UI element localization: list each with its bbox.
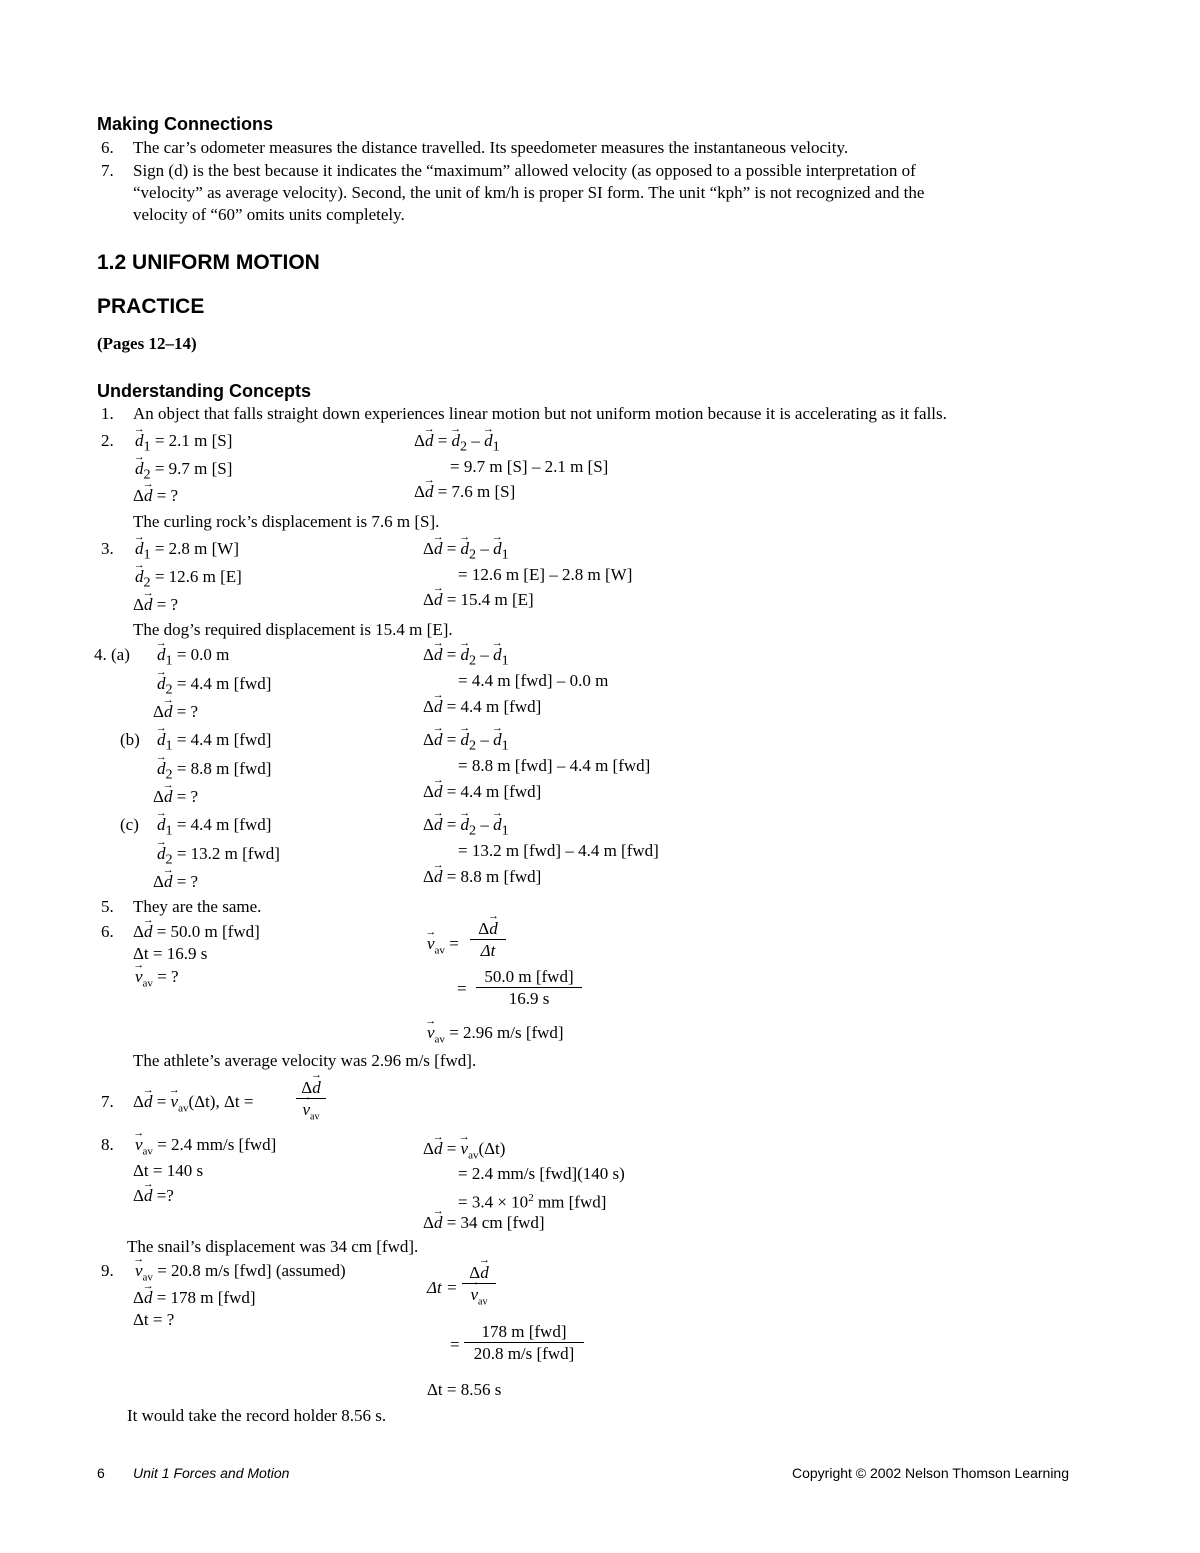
q8-solution-1: Δ→ d = → $v_{av}(\Delta t)$ (423, 1138, 505, 1166)
q8-number: 8. (101, 1135, 114, 1154)
q4c-solution-1: Δ→ d = → $d_2$ – → $d_1$ (423, 814, 509, 841)
q9-formula-fraction: Δ→ d → $v_{av}$ (462, 1262, 496, 1312)
q8-given-2: Δt = 140 s (133, 1161, 204, 1180)
q4a-label: 4. (a) (94, 645, 130, 664)
q4a-solution-3: Δ→ d = 4.4 m [fwd] (423, 696, 541, 718)
q4c-given-3: Δ→ d = ? (153, 871, 198, 893)
mc-q7-number: 7. (101, 161, 114, 180)
q4b-solution-1: Δ→ d = → $d_2$ – → $d_1$ (423, 729, 509, 756)
q4a-given-2: → $d_2 = 4.4$ m [fwd] (157, 673, 271, 700)
mc-q7-line2: “velocity” as average velocity). Second, the unit of km/h is proper SI form. The unit “kph” is not recognized and the (133, 183, 925, 202)
q6-given-3: → $v_{av}$ = ? (135, 966, 179, 994)
q9-conclusion: It would take the record holder 8.56 s. (127, 1406, 387, 1425)
q6-result: → $v_{av} = 2.96$ m/s [fwd] (427, 1022, 564, 1050)
q4a-solution-2: = 4.4 m [fwd] – 0.0 m (458, 671, 609, 690)
q9-given-1: → $v_{av} = 20.8$ m/s [fwd] (assumed) (135, 1260, 346, 1288)
q4a-given-1: → $d_1 = 0.0$ m (157, 644, 229, 671)
q9-equals: = (450, 1335, 460, 1354)
mc-q7-line3: velocity of “60” omits units completely. (133, 205, 405, 224)
q6-substitution-numerator: 50.0 m [fwd] (476, 966, 582, 988)
q1-number: 1. (101, 404, 114, 423)
q8-solution-2: = 2.4 mm/s [fwd](140 s) (458, 1164, 625, 1183)
q2-number: 2. (101, 431, 114, 450)
q5-number: 5. (101, 897, 114, 916)
q2-solution-1: Δ→ d = → $d_2$ – → $d_1$ (414, 430, 500, 457)
q9-given-2: Δ→ d = 178 m [fwd] (133, 1287, 256, 1309)
footer-unit-title: Unit 1 Forces and Motion (133, 1465, 290, 1481)
q8-solution-3: = $3.4 \times 10^2$ mm [fwd] (458, 1192, 607, 1212)
q7-fraction: Δ→ d → $v_{av}$ (296, 1077, 326, 1127)
q2-given-1: → $d_1 = 2.1$ m [S] (135, 430, 232, 457)
q4b-solution-3: Δ→ d = 4.4 m [fwd] (423, 781, 541, 803)
q9-substitution-fraction (464, 1321, 584, 1364)
q4c-given-2: → $d_2 = 13.2$ m [fwd] (157, 843, 280, 870)
q4b-solution-2: = 8.8 m [fwd] – 4.4 m [fwd] (458, 756, 651, 775)
q8-conclusion: The snail’s displacement was 34 cm [fwd]. (127, 1237, 419, 1256)
footer-page-number: 6 (97, 1465, 105, 1481)
q2-solution-3: Δ→ d = 7.6 m [S] (414, 481, 515, 503)
q9-given-3: Δt = ? (133, 1310, 175, 1329)
q6-formula-fraction: $\frac{\Delta\to d}{\Delta t}$ (470, 918, 506, 961)
q9-result: Δt = 8.56 s (427, 1380, 502, 1399)
q6-conclusion: The athlete’s average velocity was 2.96 m/s [fwd]. (133, 1051, 477, 1070)
q4b-given-3: Δ→ d = ? (153, 786, 198, 808)
q6-number: 6. (101, 922, 114, 941)
q4b-label: (b) (120, 730, 140, 749)
q3-number: 3. (101, 539, 114, 558)
q6-formula-lhs: → $v_{av}$ = (427, 933, 459, 961)
q9-substitution-numerator: 178 m [fwd] (464, 1321, 584, 1343)
q3-given-3: Δ→ d = ? (133, 594, 178, 616)
pages-reference: (Pages 12–14) (97, 334, 197, 353)
q4a-given-3: Δ→ d = ? (153, 701, 198, 723)
q6-given-2: Δt = 16.9 s (133, 944, 208, 963)
q9-formula-lhs: Δt = (427, 1278, 458, 1297)
q4a-solution-1: Δ→ d = → $d_2$ – → $d_1$ (423, 644, 509, 671)
q2-given-3: Δ→ d = ? (133, 485, 178, 507)
q3-given-1: → $d_1 = 2.8$ m [W] (135, 538, 239, 565)
q5-text: They are the same. (133, 897, 262, 916)
understanding-concepts-heading: Understanding Concepts (97, 381, 312, 401)
q1-text: An object that falls straight down experiences linear motion but not uniform motion because it is accelerating as it falls. (133, 404, 947, 423)
q7-number: 7. (101, 1092, 114, 1111)
q2-solution-2: = 9.7 m [S] – 2.1 m [S] (450, 457, 609, 476)
q3-conclusion: The dog’s required displacement is 15.4 m [E]. (133, 620, 453, 639)
q4c-solution-3: Δ→ d = 8.8 m [fwd] (423, 866, 541, 888)
q3-solution-2: = 12.6 m [E] – 2.8 m [W] (458, 565, 633, 584)
q6-equals: = (457, 979, 467, 998)
q2-conclusion: The curling rock’s displacement is 7.6 m [S]. (133, 512, 440, 531)
q4c-label: (c) (120, 815, 139, 834)
q6-substitution-denominator: 16.9 s (508, 989, 550, 1008)
q4c-given-1: → $d_1 = 4.4$ m [fwd] (157, 814, 271, 841)
mc-q6-text: The car’s odometer measures the distance travelled. Its speedometer measures the instantaneous velocity. (133, 138, 849, 157)
mc-q7-line1: Sign (d) is the best because it indicates the “maximum” allowed velocity (as opposed to a possible interpretation of (133, 161, 916, 180)
q3-solution-1: Δ→ d = → $d_2$ – → $d_1$ (423, 538, 509, 565)
section-title: 1.2 UNIFORM MOTION (97, 251, 320, 274)
q4c-solution-2: = 13.2 m [fwd] – 4.4 m [fwd] (458, 841, 659, 860)
q6-given-1: Δ→ d = 50.0 m [fwd] (133, 921, 260, 943)
q9-number: 9. (101, 1261, 114, 1280)
mc-q6-number: 6. (101, 138, 114, 157)
q7-equation: Δ→ d = → $v_{av}(\Delta t)$, Δt = (133, 1091, 253, 1119)
q3-given-2: → $d_2 = 12.6$ m [E] (135, 566, 242, 593)
q4b-given-2: → $d_2 = 8.8$ m [fwd] (157, 758, 271, 785)
q8-solution-4: Δ→ d = 34 cm [fwd] (423, 1212, 545, 1234)
making-connections-heading: Making Connections (97, 114, 274, 134)
practice-heading: PRACTICE (97, 295, 205, 318)
q8-given-3: Δ→ d =? (133, 1185, 174, 1207)
q4b-given-1: → $d_1 = 4.4$ m [fwd] (157, 729, 271, 756)
footer-copyright: Copyright © 2002 Nelson Thomson Learning (792, 1465, 1069, 1481)
q3-solution-3: Δ→ d = 15.4 m [E] (423, 589, 534, 611)
q2-given-2: → $d_2 = 9.7$ m [S] (135, 458, 232, 485)
q9-substitution-denominator: 20.8 m/s [fwd] (473, 1344, 575, 1363)
q6-substitution-fraction (476, 966, 582, 1009)
q8-given-1: → $v_{av} = 2.4$ mm/s [fwd] (135, 1134, 276, 1162)
